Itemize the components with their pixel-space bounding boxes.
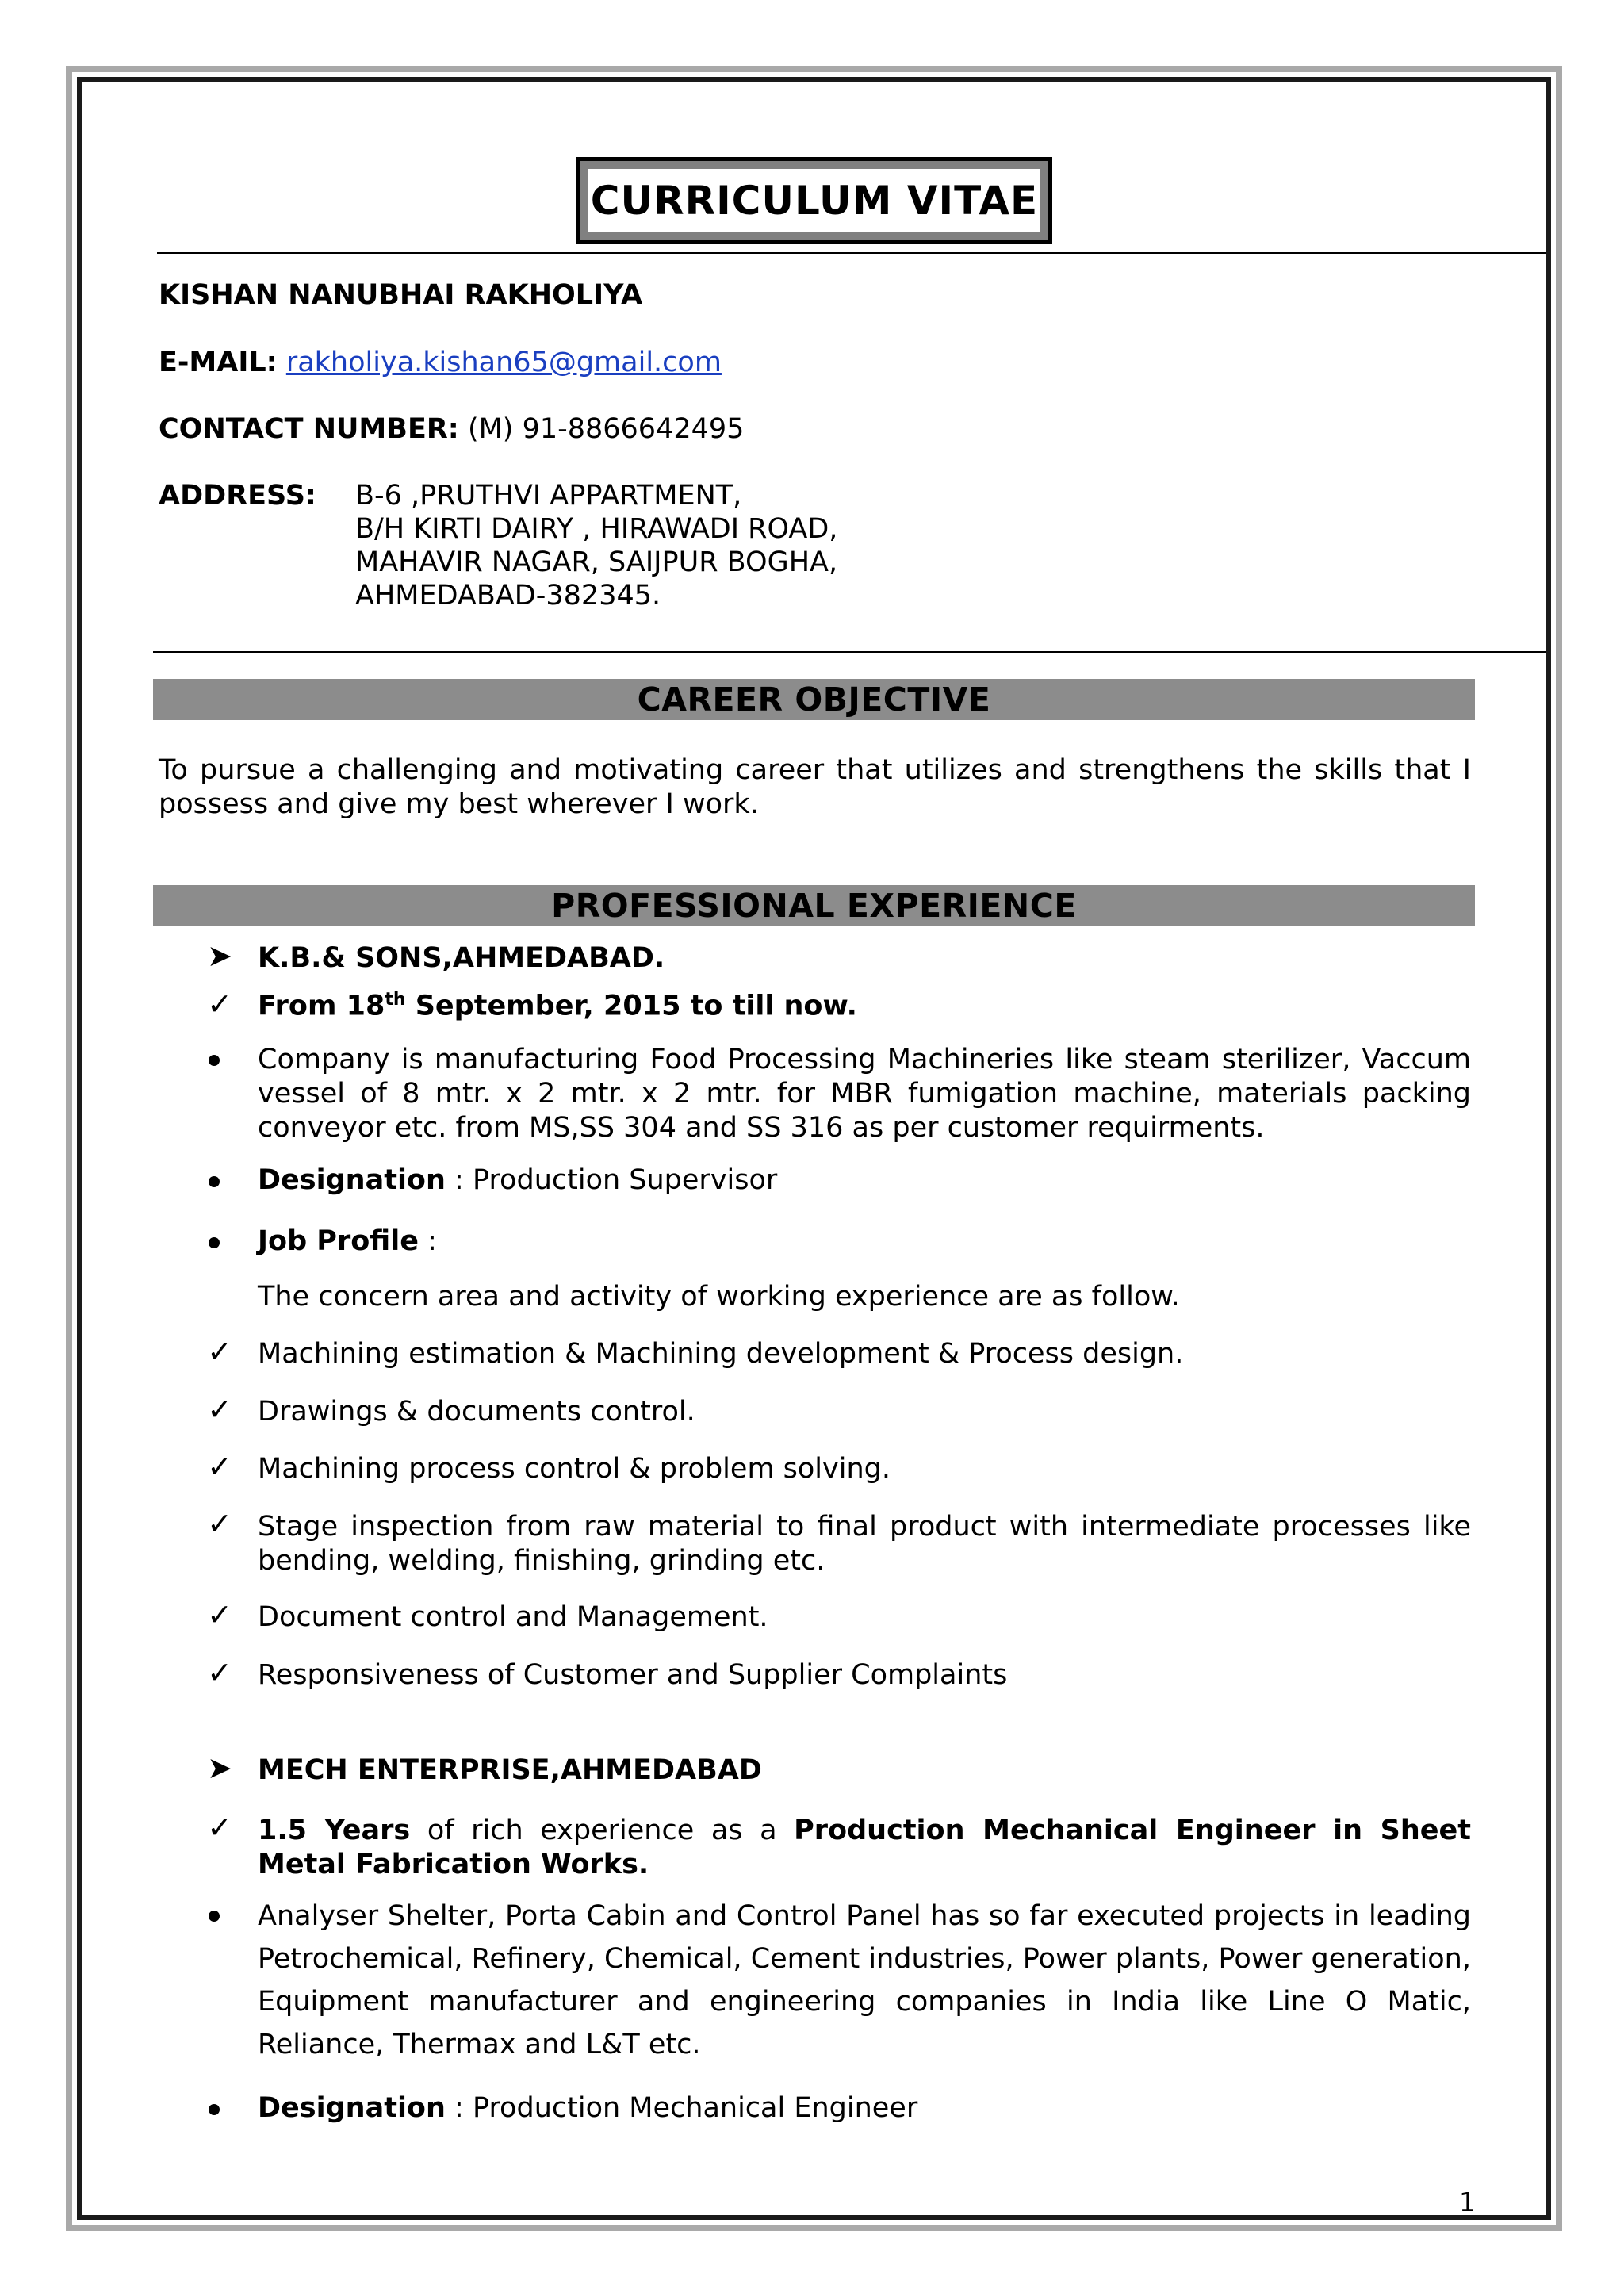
header-divider-bottom <box>153 651 1546 653</box>
designation-value: : Production Mechanical Engineer <box>445 2092 918 2124</box>
address-line: B/H KIRTI DAIRY , HIRAWADI ROAD, <box>355 513 838 545</box>
check-icon: ✓ <box>207 1655 232 1690</box>
company-name: MECH ENTERPRISE,AHMEDABAD <box>258 1754 762 1786</box>
check-icon: ✓ <box>207 987 232 1022</box>
job-description: Company is manufacturing Food Processing Machineries like steam sterilizer, Vaccum vessel of 8 mtr. x 2 mtr. x 2 mtr. for MBR fumigation machine, materials packing conveyor etc. from MS,SS 304 and SS 316 as per customer requirments. <box>258 1044 1471 1144</box>
title-box <box>576 157 1052 244</box>
address-line: MAHAVIR NAGAR, SAIJPUR BOGHA, <box>355 546 838 578</box>
candidate-name: KISHAN NANUBHAI RAKHOLIYA <box>159 279 643 311</box>
check-icon: ✓ <box>207 1334 232 1369</box>
contact-label: CONTACT NUMBER: <box>159 413 459 445</box>
company-name: K.B.& SONS,AHMEDABAD. <box>258 942 665 974</box>
duty-item: Responsiveness of Customer and Supplier Complaints <box>258 1659 1008 1691</box>
address-line: B-6 ,PRUTHVI APPARTMENT, <box>355 480 742 512</box>
bullet-icon <box>209 1237 220 1248</box>
bullet-icon <box>209 1176 220 1187</box>
designation-label: Designation <box>258 1164 446 1196</box>
page-title: CURRICULUM VITAE <box>588 169 1040 232</box>
duty-item: Machining process control & problem solving. <box>258 1453 891 1485</box>
contact-row <box>159 413 744 445</box>
email-link[interactable]: rakholiya.kishan65@gmail.com <box>285 347 722 378</box>
arrow-bullet-icon: ➤ <box>207 938 232 973</box>
page-number: 1 <box>1459 2187 1476 2217</box>
career-objective-text: To pursue a challenging and motivating career that utilizes and strengthens the skills that I possess and give my best wherever I work. <box>159 754 1471 820</box>
address-label: ADDRESS: <box>159 480 316 512</box>
section-heading-career-objective: CAREER OBJECTIVE <box>153 679 1475 720</box>
job-period: From 18th September, 2015 to till now. <box>258 990 857 1022</box>
designation-value: : Production Supervisor <box>445 1164 778 1196</box>
duty-item: Stage inspection from raw material to final product with intermediate processes like bending, welding, finishing, grinding etc. <box>258 1511 1471 1577</box>
bullet-icon <box>209 1911 220 1922</box>
email-row <box>159 347 722 378</box>
experience-summary: 1.5 Years of rich experience as a Production Mechanical Engineer in Sheet Metal Fabrication Works. <box>258 1815 1471 1880</box>
duty-item: Document control and Management. <box>258 1601 768 1633</box>
designation-row <box>258 1164 777 1196</box>
email-label: E-MAIL: <box>159 347 278 378</box>
designation-row <box>258 2092 917 2124</box>
bullet-icon <box>209 1055 220 1066</box>
check-icon: ✓ <box>207 1810 232 1845</box>
arrow-bullet-icon: ➤ <box>207 1750 232 1785</box>
check-icon: ✓ <box>207 1597 232 1632</box>
duty-item: Drawings & documents control. <box>258 1396 695 1428</box>
designation-label: Designation <box>258 2092 446 2124</box>
check-icon: ✓ <box>207 1392 232 1427</box>
job-profile-label: Job Profile <box>258 1225 419 1257</box>
job-profile-row: Job Profile : <box>258 1225 437 1257</box>
contact-value: (M) 91-8866642495 <box>467 413 745 445</box>
address-line: AHMEDABAD-382345. <box>355 580 661 611</box>
section-heading-professional-experience: PROFESSIONAL EXPERIENCE <box>153 885 1475 926</box>
job-profile-intro: The concern area and activity of working experience are as follow. <box>258 1281 1180 1313</box>
duty-item: Machining estimation & Machining development & Process design. <box>258 1338 1184 1370</box>
check-icon: ✓ <box>207 1449 232 1484</box>
bullet-icon <box>209 2104 220 2115</box>
header-divider-top <box>157 252 1546 254</box>
job-description: Analyser Shelter, Porta Cabin and Control Panel has so far executed projects in leading Petrochemical, Refinery, Chemical, Cement industries, Power plants, Power generation, Equipment manufacturer and engineering companies in India like Line O Matic, Reliance, Thermax and L&T etc. <box>258 1900 1471 2060</box>
check-icon: ✓ <box>207 1506 232 1541</box>
